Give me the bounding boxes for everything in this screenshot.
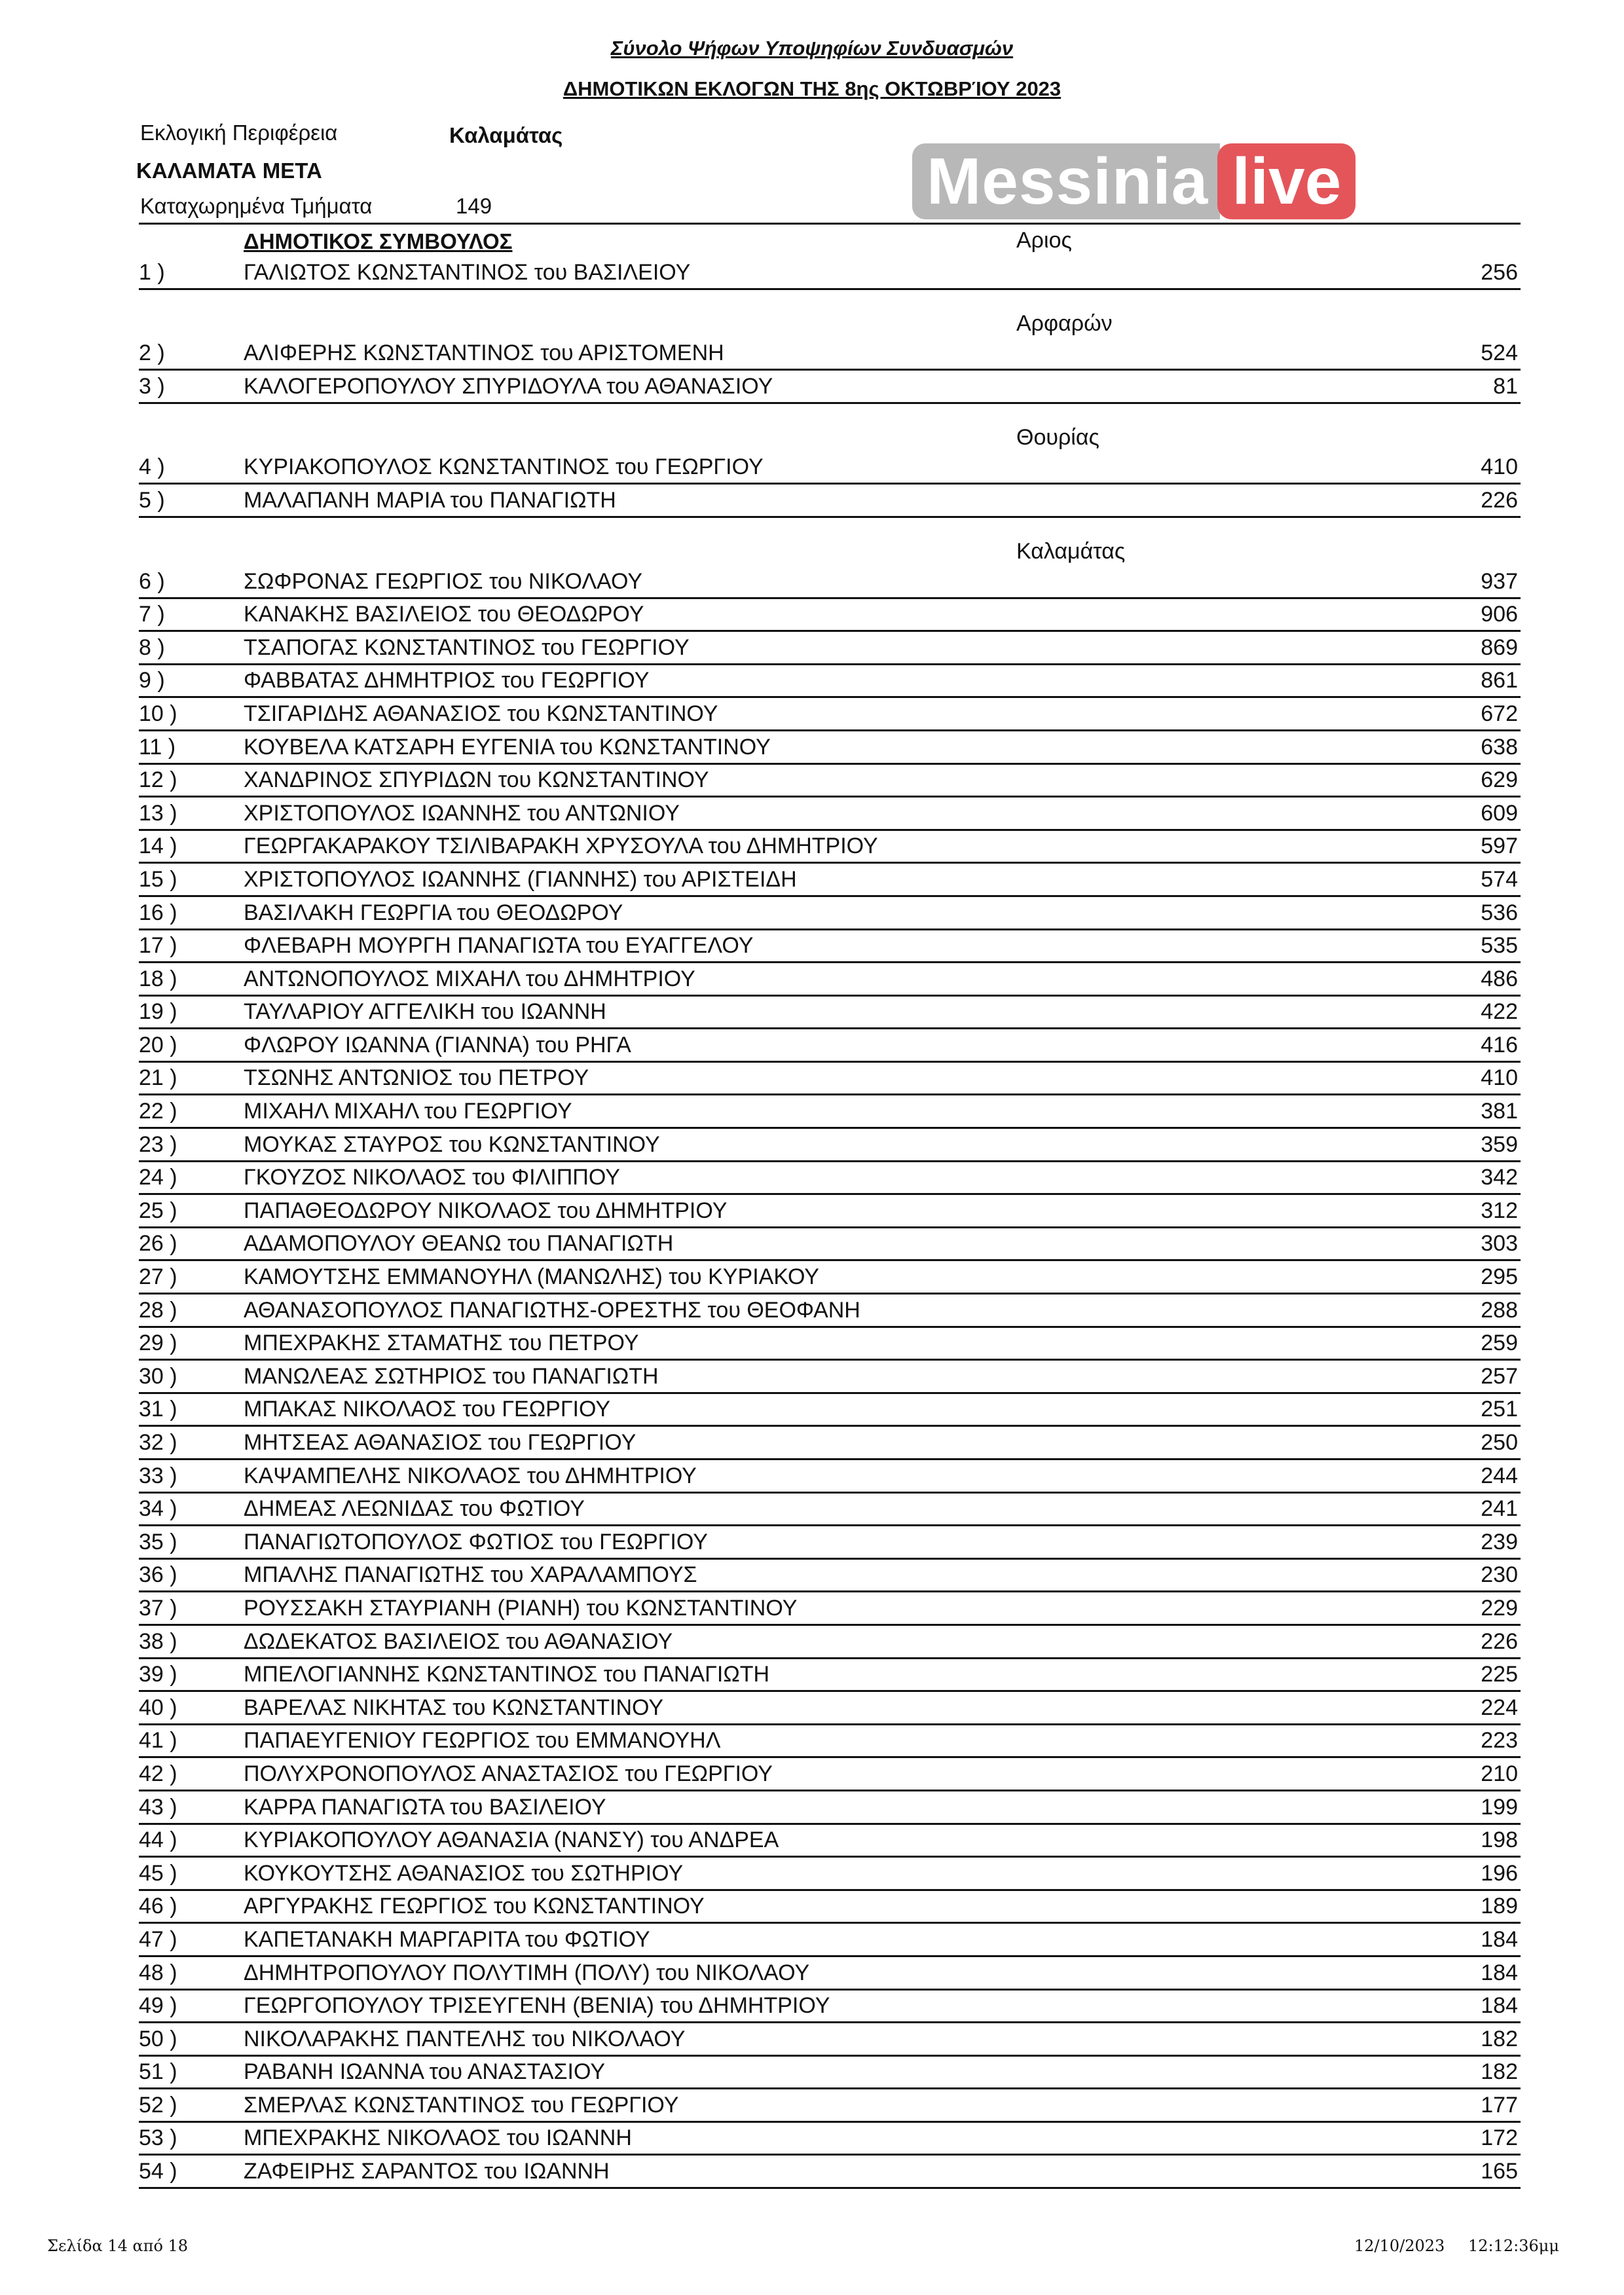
candidate-name: ΑΡΓΥΡΑΚΗΣ ΓΕΩΡΓΙΟΣ του ΚΩΝΣΤΑΝΤΙΝΟΥ <box>244 1894 705 1919</box>
candidate-name: ΦΛΩΡΟΥ ΙΩΑΝΝΑ (ΓΙΑΝΝΑ) του ΡΗΓΑ <box>244 1032 631 1057</box>
candidate-name: ΜΙΧΑΗΛ ΜΙΧΑΗΛ του ΓΕΩΡΓΙΟΥ <box>244 1099 572 1124</box>
row-number: 31 ) <box>139 1397 177 1422</box>
vote-count: 422 <box>1481 999 1518 1025</box>
row-number: 28 ) <box>139 1297 177 1323</box>
table-row <box>139 997 1521 1030</box>
row-number: 19 ) <box>139 999 177 1025</box>
table-row <box>139 632 1521 665</box>
logo-text-messinia: Messinia <box>912 143 1220 219</box>
row-number: 14 ) <box>139 834 177 859</box>
table-row <box>139 1560 1521 1593</box>
sections-value: 149 <box>456 194 492 218</box>
row-number: 18 ) <box>139 966 177 991</box>
table-row <box>139 1991 1521 2024</box>
row-number: 1 ) <box>139 259 165 285</box>
vote-count: 536 <box>1481 900 1518 925</box>
table-row <box>139 665 1521 699</box>
table-row <box>139 731 1521 765</box>
vote-count: 869 <box>1481 634 1518 660</box>
vote-count: 210 <box>1481 1761 1518 1786</box>
candidate-name: ΠΑΠΑΕΥΓΕΝΙΟΥ ΓΕΩΡΓΙΟΣ του ΕΜΜΑΝΟΥΗΛ <box>244 1728 721 1753</box>
table-row <box>139 930 1521 964</box>
candidate-name: ΤΣΙΓΑΡΙΔΗΣ ΑΘΑΝΑΣΙΟΣ του ΚΩΝΣΤΑΝΤΙΝΟΥ <box>244 701 718 726</box>
table-row <box>139 831 1521 864</box>
candidate-name: ΓΑΛΙΩΤΟΣ ΚΩΝΣΤΑΝΤΙΝΟΣ του ΒΑΣΙΛΕΙΟΥ <box>244 259 691 285</box>
row-number: 15 ) <box>139 866 177 892</box>
vote-count: 638 <box>1481 734 1518 760</box>
vote-count: 226 <box>1481 1628 1518 1654</box>
vote-count: 172 <box>1481 2125 1518 2151</box>
row-number: 2 ) <box>139 340 165 366</box>
table-row <box>139 1029 1521 1063</box>
row-number: 47 ) <box>139 1926 177 1952</box>
vote-count: 597 <box>1481 834 1518 859</box>
row-number: 22 ) <box>139 1099 177 1124</box>
candidate-name: ΤΣΑΠΟΓΑΣ ΚΩΝΣΤΑΝΤΙΝΟΣ του ΓΕΩΡΓΙΟΥ <box>244 634 690 660</box>
candidate-name: ΤΣΩΝΗΣ ΑΝΤΩΝΙΟΣ του ΠΕΤΡΟΥ <box>244 1065 589 1091</box>
row-number: 29 ) <box>139 1331 177 1356</box>
table-row <box>139 1261 1521 1294</box>
document-subtitle: ΔΗΜΟΤΙΚΩΝ ΕΚΛΟΓΩΝ ΤΗΣ 8ης ΟΚΤΩΒΡΊΟΥ 2023 <box>563 77 1061 100</box>
vote-count: 182 <box>1481 2059 1518 2085</box>
vote-count: 81 <box>1493 373 1518 399</box>
vote-count: 198 <box>1481 1827 1518 1853</box>
group-header <box>139 518 1521 566</box>
table-row <box>139 1294 1521 1328</box>
row-number: 7 ) <box>139 602 165 627</box>
table-row <box>139 1328 1521 1361</box>
candidate-name: ΜΠΕΛΟΓΙΑΝΝΗΣ ΚΩΝΣΤΑΝΤΙΝΟΣ του ΠΑΝΑΓΙΩΤΗ <box>244 1662 770 1687</box>
candidate-name: ΦΛΕΒΑΡΗ ΜΟΥΡΓΗ ΠΑΝΑΓΙΩΤΑ του ΕΥΑΓΓΕΛΟΥ <box>244 933 754 959</box>
table-row <box>139 1095 1521 1129</box>
row-number: 13 ) <box>139 800 177 826</box>
vote-count: 486 <box>1481 966 1518 991</box>
row-number: 49 ) <box>139 1993 177 2019</box>
group-header <box>139 404 1521 452</box>
candidate-name: ΧΑΝΔΡΙΝΟΣ ΣΠΥΡΙΔΩΝ του ΚΩΝΣΤΑΝΤΙΝΟΥ <box>244 767 709 793</box>
candidate-name: ΜΗΤΣΕΑΣ ΑΘΑΝΑΣΙΟΣ του ΓΕΩΡΓΙΟΥ <box>244 1430 637 1455</box>
row-number: 53 ) <box>139 2125 177 2151</box>
vote-count: 312 <box>1481 1198 1518 1223</box>
table-row <box>139 338 1521 371</box>
candidate-name: ΑΝΤΩΝΟΠΟΥΛΟΣ ΜΙΧΑΗΛ του ΔΗΜΗΤΡΙΟΥ <box>244 966 695 991</box>
candidate-name: ΡΑΒΑΝΗ ΙΩΑΝΝΑ του ΑΝΑΣΤΑΣΙΟΥ <box>244 2059 606 2085</box>
table-row <box>139 864 1521 897</box>
table-row <box>139 1659 1521 1693</box>
row-number: 9 ) <box>139 668 165 693</box>
vote-count: 629 <box>1481 767 1518 793</box>
table-row <box>139 1924 1521 1957</box>
candidate-name: ΚΑΛΟΓΕΡΟΠΟΥΛΟΥ ΣΠΥΡΙΔΟΥΛΑ του ΑΘΑΝΑΣΙΟΥ <box>244 373 773 399</box>
vote-count: 535 <box>1481 933 1518 959</box>
candidate-name: ΔΗΜΕΑΣ ΛΕΩΝΙΔΑΣ του ΦΩΤΙΟΥ <box>244 1496 585 1522</box>
table-row <box>139 485 1521 518</box>
candidate-name: ΜΠΕΧΡΑΚΗΣ ΣΤΑΜΑΤΗΣ του ΠΕΤΡΟΥ <box>244 1331 639 1356</box>
row-number: 36 ) <box>139 1562 177 1588</box>
group-label: Αρφαρών <box>1016 310 1113 336</box>
row-number: 37 ) <box>139 1595 177 1621</box>
vote-count: 303 <box>1481 1231 1518 1257</box>
candidate-name: ΚΑΡΡΑ ΠΑΝΑΓΙΩΤΑ του ΒΑΣΙΛΕΙΟΥ <box>244 1794 606 1820</box>
row-number: 45 ) <box>139 1860 177 1886</box>
candidate-name: ΠΑΠΑΘΕΟΔΩΡΟΥ ΝΙΚΟΛΑΟΣ του ΔΗΜΗΤΡΙΟΥ <box>244 1198 728 1223</box>
candidate-name: ΚΥΡΙΑΚΟΠΟΥΛΟΣ ΚΩΝΣΤΑΝΤΙΝΟΣ του ΓΕΩΡΓΙΟΥ <box>244 454 764 480</box>
vote-count: 189 <box>1481 1894 1518 1919</box>
candidate-name: ΦΑΒΒΑΤΑΣ ΔΗΜΗΤΡΙΟΣ του ΓΕΩΡΓΙΟΥ <box>244 668 650 693</box>
candidate-name: ΚΑΝΑΚΗΣ ΒΑΣΙΛΕΙΟΣ του ΘΕΟΔΩΡΟΥ <box>244 602 644 627</box>
row-number: 35 ) <box>139 1529 177 1554</box>
table-row <box>139 963 1521 997</box>
vote-count: 416 <box>1481 1032 1518 1057</box>
vote-count: 410 <box>1481 454 1518 480</box>
candidate-name: ΧΡΙΣΤΟΠΟΥΛΟΣ ΙΩΑΝΝΗΣ του ΑΝΤΩΝΙΟΥ <box>244 800 680 826</box>
vote-count: 861 <box>1481 668 1518 693</box>
vote-count: 609 <box>1481 800 1518 826</box>
candidate-name: ΜΠΑΛΗΣ ΠΑΝΑΓΙΩΤΗΣ του ΧΑΡΑΛΑΜΠΟΥΣ <box>244 1562 697 1588</box>
table-row <box>139 1858 1521 1891</box>
row-number: 4 ) <box>139 454 165 480</box>
vote-count: 165 <box>1481 2159 1518 2184</box>
row-number: 44 ) <box>139 1827 177 1853</box>
candidate-name: ΔΩΔΕΚΑΤΟΣ ΒΑΣΙΛΕΙΟΣ του ΑΘΑΝΑΣΙΟΥ <box>244 1628 673 1654</box>
table-row <box>139 1361 1521 1394</box>
row-number: 40 ) <box>139 1695 177 1720</box>
row-number: 54 ) <box>139 2159 177 2184</box>
group-label: Θουρίας <box>1016 424 1099 450</box>
table-row <box>139 1891 1521 1924</box>
row-number: 25 ) <box>139 1198 177 1223</box>
candidate-name: ΑΛΙΦΕΡΗΣ ΚΩΝΣΤΑΝΤΙΝΟΣ του ΑΡΙΣΤΟΜΕΝΗ <box>244 340 724 366</box>
candidate-name: ΣΩΦΡΟΝΑΣ ΓΕΩΡΓΙΟΣ του ΝΙΚΟΛΑΟΥ <box>244 568 643 594</box>
vote-count: 177 <box>1481 2092 1518 2118</box>
table-row <box>139 698 1521 731</box>
vote-count: 295 <box>1481 1264 1518 1290</box>
candidate-name: ΓΕΩΡΓΑΚΑΡΑΚΟΥ ΤΣΙΛΙΒΑΡΑΚΗ ΧΡΥΣΟΥΛΑ του ΔΗΜΗΤΡΙΟΥ <box>244 834 878 859</box>
vote-count: 223 <box>1481 1728 1518 1753</box>
row-number: 20 ) <box>139 1032 177 1057</box>
candidate-name: ΡΟΥΣΣΑΚΗ ΣΤΑΥΡΙΑΝΗ (ΡΙΑΝΗ) του ΚΩΝΣΤΑΝΤΙΝΟΥ <box>244 1595 798 1621</box>
row-number: 16 ) <box>139 900 177 925</box>
vote-count: 184 <box>1481 1926 1518 1952</box>
vote-count: 574 <box>1481 866 1518 892</box>
row-number: 11 ) <box>139 734 176 760</box>
vote-count: 225 <box>1481 1662 1518 1687</box>
candidate-name: ΜΑΛΑΠΑΝΗ ΜΑΡΙΑ του ΠΑΝΑΓΙΩΤΗ <box>244 487 616 513</box>
table-row <box>139 897 1521 930</box>
table-row <box>139 1427 1521 1460</box>
row-number: 52 ) <box>139 2092 177 2118</box>
region-label: Εκλογική Περιφέρεια <box>140 120 338 145</box>
print-date: 12/10/2023 <box>1354 2237 1445 2255</box>
row-number: 50 ) <box>139 2026 177 2051</box>
candidate-name: ΝΙΚΟΛΑΡΑΚΗΣ ΠΑΝΤΕΛΗΣ του ΝΙΚΟΛΑΟΥ <box>244 2026 686 2051</box>
row-number: 6 ) <box>139 568 165 594</box>
vote-count: 182 <box>1481 2026 1518 2051</box>
candidate-name: ΚΥΡΙΑΚΟΠΟΥΛΟΥ ΑΘΑΝΑΣΙΑ (ΝΑΝΣΥ) του ΑΝΔΡΕΑ <box>244 1827 779 1853</box>
column-header: ΔΗΜΟΤΙΚΟΣ ΣΥΜΒΟΥΛΟΣ <box>244 229 513 253</box>
table-row <box>139 1957 1521 1991</box>
table-row <box>139 798 1521 831</box>
row-number: 41 ) <box>139 1728 177 1753</box>
row-number: 32 ) <box>139 1430 177 1455</box>
candidate-name: ΖΑΦΕΙΡΗΣ ΣΑΡΑΝΤΟΣ του ΙΩΑΝΝΗ <box>244 2159 610 2184</box>
candidate-name: ΜΠΕΧΡΑΚΗΣ ΝΙΚΟΛΑΟΣ του ΙΩΑΝΝΗ <box>244 2125 632 2151</box>
table-row <box>139 1195 1521 1228</box>
table-row <box>139 1228 1521 1262</box>
row-number: 27 ) <box>139 1264 177 1290</box>
table-row <box>139 1692 1521 1725</box>
row-number: 51 ) <box>139 2059 177 2085</box>
table-row <box>139 1526 1521 1560</box>
table-row <box>139 371 1521 404</box>
table-row <box>139 765 1521 798</box>
table-row <box>139 2089 1521 2123</box>
vote-count: 256 <box>1481 259 1518 285</box>
table-row <box>139 1162 1521 1196</box>
candidate-name: ΓΕΩΡΓΟΠΟΥΛΟΥ ΤΡΙΣΕΥΓΕΝΗ (ΒΕΝΙΑ) του ΔΗΜΗΤΡΙΟΥ <box>244 1993 830 2019</box>
document-title: Σύνολο Ψήφων Υποψηφίων Συνδυασμών <box>610 37 1014 60</box>
vote-count: 342 <box>1481 1165 1518 1190</box>
header-divider <box>139 223 1521 225</box>
row-number: 43 ) <box>139 1794 177 1820</box>
row-number: 24 ) <box>139 1165 177 1190</box>
table-row <box>139 1592 1521 1626</box>
table-row <box>139 1460 1521 1494</box>
candidate-name: ΒΑΣΙΛΑΚΗ ΓΕΩΡΓΙΑ του ΘΕΟΔΩΡΟΥ <box>244 900 623 925</box>
table-row <box>139 2023 1521 2057</box>
vote-count: 196 <box>1481 1860 1518 1886</box>
group-label: Αριος <box>1016 228 1072 253</box>
logo-text-live: live <box>1217 143 1356 219</box>
region-value: Καλαμάτας <box>449 123 563 147</box>
vote-count: 184 <box>1481 1960 1518 1985</box>
row-number: 26 ) <box>139 1231 177 1257</box>
group-label: Καλαμάτας <box>1016 538 1126 564</box>
vote-count: 359 <box>1481 1131 1518 1157</box>
table-row <box>139 1494 1521 1527</box>
candidate-name: ΧΡΙΣΤΟΠΟΥΛΟΣ ΙΩΑΝΝΗΣ (ΓΙΑΝΝΗΣ) του ΑΡΙΣΤΕΙΔΗ <box>244 866 797 892</box>
candidate-name: ΤΑΥΛΑΡΙΟΥ ΑΓΓΕΛΙΚΗ του ΙΩΑΝΝΗ <box>244 999 606 1025</box>
candidate-name: ΚΟΥΚΟΥΤΣΗΣ ΑΘΑΝΑΣΙΟΣ του ΣΩΤΗΡΙΟΥ <box>244 1860 684 1886</box>
table-row <box>139 1394 1521 1427</box>
candidate-name: ΚΟΥΒΕΛΑ ΚΑΤΣΑΡΗ ΕΥΓΕΝΙΑ του ΚΩΝΣΤΑΝΤΙΝΟΥ <box>244 734 771 760</box>
table-row <box>139 452 1521 485</box>
group-header <box>139 290 1521 338</box>
vote-count: 226 <box>1481 487 1518 513</box>
messinia-live-logo <box>912 143 1356 219</box>
row-number: 8 ) <box>139 634 165 660</box>
candidate-name: ΠΑΝΑΓΙΩΤΟΠΟΥΛΟΣ ΦΩΤΙΟΣ του ΓΕΩΡΓΙΟΥ <box>244 1529 708 1554</box>
row-number: 38 ) <box>139 1628 177 1654</box>
vote-count: 184 <box>1481 1993 1518 2019</box>
candidate-name: ΒΑΡΕΛΑΣ ΝΙΚΗΤΑΣ του ΚΩΝΣΤΑΝΤΙΝΟΥ <box>244 1695 664 1720</box>
candidate-name: ΜΑΝΩΛΕΑΣ ΣΩΤΗΡΙΟΣ του ΠΑΝΑΓΙΩΤΗ <box>244 1363 659 1389</box>
row-number: 17 ) <box>139 933 177 959</box>
row-number: 34 ) <box>139 1496 177 1522</box>
table-row <box>139 1129 1521 1162</box>
candidate-name: ΚΑΜΟΥΤΣΗΣ ΕΜΜΑΝΟΥΗΛ (ΜΑΝΩΛΗΣ) του ΚΥΡΙΑΚΟΥ <box>244 1264 819 1290</box>
table-row <box>139 2123 1521 2156</box>
vote-count: 199 <box>1481 1794 1518 1820</box>
candidate-name: ΓΚΟΥΖΟΣ ΝΙΚΟΛΑΟΣ του ΦΙΛΙΠΠΟΥ <box>244 1165 620 1190</box>
print-time: 12:12:36μμ <box>1468 2237 1559 2255</box>
vote-count: 230 <box>1481 1562 1518 1588</box>
table-row <box>139 599 1521 633</box>
row-number: 5 ) <box>139 487 165 513</box>
page-number: Σελίδα 14 από 18 <box>47 2237 189 2255</box>
vote-count: 229 <box>1481 1595 1518 1621</box>
candidate-name: ΑΘΑΝΑΣΟΠΟΥΛΟΣ ΠΑΝΑΓΙΩΤΗΣ-ΟΡΕΣΤΗΣ του ΘΕΟΦΑΝΗ <box>244 1297 860 1323</box>
table-row <box>139 2156 1521 2189</box>
vote-count: 251 <box>1481 1397 1518 1422</box>
vote-count: 250 <box>1481 1430 1518 1455</box>
vote-count: 257 <box>1481 1363 1518 1389</box>
table-row <box>139 1063 1521 1096</box>
candidate-name: ΜΟΥΚΑΣ ΣΤΑΥΡΟΣ του ΚΩΝΣΤΑΝΤΙΝΟΥ <box>244 1131 660 1157</box>
vote-count: 241 <box>1481 1496 1518 1522</box>
candidate-name: ΑΔΑΜΟΠΟΥΛΟΥ ΘΕΑΝΩ του ΠΑΝΑΓΙΩΤΗ <box>244 1231 674 1257</box>
vote-count: 381 <box>1481 1099 1518 1124</box>
row-number: 21 ) <box>139 1065 177 1091</box>
table-row <box>139 257 1521 290</box>
row-number: 12 ) <box>139 767 177 793</box>
row-number: 46 ) <box>139 1894 177 1919</box>
table-row <box>139 566 1521 599</box>
row-number: 30 ) <box>139 1363 177 1389</box>
table-row <box>139 1626 1521 1659</box>
vote-count: 288 <box>1481 1297 1518 1323</box>
row-number: 48 ) <box>139 1960 177 1985</box>
row-number: 39 ) <box>139 1662 177 1687</box>
row-number: 42 ) <box>139 1761 177 1786</box>
table-row <box>139 1725 1521 1759</box>
vote-count: 410 <box>1481 1065 1518 1091</box>
sections-label: Καταχωρημένα Τμήματα <box>140 194 373 218</box>
party-name: ΚΑΛΑΜΑΤΑ ΜΕΤΑ <box>136 158 322 183</box>
table-row <box>139 1791 1521 1825</box>
candidate-name: ΜΠΑΚΑΣ ΝΙΚΟΛΑΟΣ του ΓΕΩΡΓΙΟΥ <box>244 1397 611 1422</box>
candidate-name: ΠΟΛΥΧΡΟΝΟΠΟΥΛΟΣ ΑΝΑΣΤΑΣΙΟΣ του ΓΕΩΡΓΙΟΥ <box>244 1761 773 1786</box>
table-row <box>139 1758 1521 1791</box>
row-number: 3 ) <box>139 373 165 399</box>
vote-count: 937 <box>1481 568 1518 594</box>
candidate-name: ΚΑΠΕΤΑΝΑΚΗ ΜΑΡΓΑΡΙΤΑ του ΦΩΤΙΟΥ <box>244 1926 650 1952</box>
vote-count: 224 <box>1481 1695 1518 1720</box>
row-number: 33 ) <box>139 1463 177 1488</box>
vote-count: 244 <box>1481 1463 1518 1488</box>
vote-count: 239 <box>1481 1529 1518 1554</box>
row-number: 23 ) <box>139 1131 177 1157</box>
candidate-name: ΚΑΨΑΜΠΕΛΗΣ ΝΙΚΟΛΑΟΣ του ΔΗΜΗΤΡΙΟΥ <box>244 1463 697 1488</box>
row-number: 10 ) <box>139 701 177 726</box>
candidate-name: ΔΗΜΗΤΡΟΠΟΥΛΟΥ ΠΟΛΥΤΙΜΗ (ΠΟΛΥ) του ΝΙΚΟΛΑΟΥ <box>244 1960 810 1985</box>
vote-count: 524 <box>1481 340 1518 366</box>
vote-count: 906 <box>1481 602 1518 627</box>
table-row <box>139 2057 1521 2090</box>
vote-count: 672 <box>1481 701 1518 726</box>
table-row <box>139 1825 1521 1858</box>
vote-count: 259 <box>1481 1331 1518 1356</box>
candidate-name: ΣΜΕΡΛΑΣ ΚΩΝΣΤΑΝΤΙΝΟΣ του ΓΕΩΡΓΙΟΥ <box>244 2092 679 2118</box>
